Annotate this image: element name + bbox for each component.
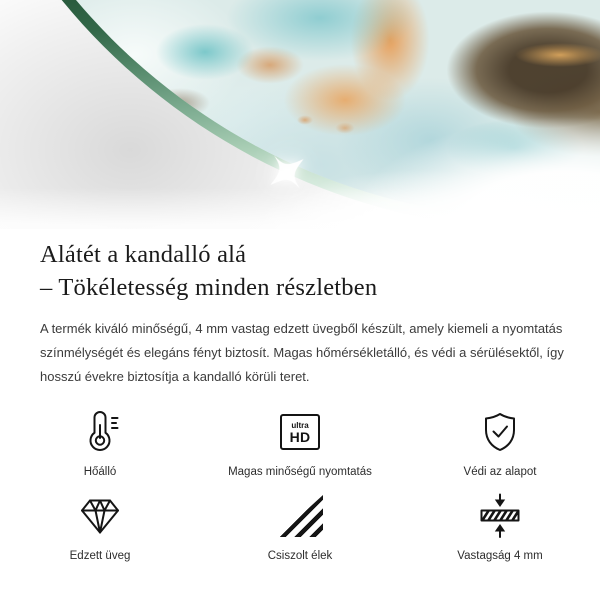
description-line: A termék kiváló minőségű, 4 mm vastag edzett üvegből készült, amely kiemeli a nyomtatás	[40, 321, 563, 336]
ultra-hd-badge	[280, 414, 320, 450]
description-line: színmélységét és elegáns fényt biztosít. Magas hőmérsékletálló, és védi a sérülésektől, így	[40, 345, 564, 360]
feature-label: Vastagság 4 mm	[457, 550, 543, 562]
page-title	[40, 238, 560, 304]
feature-label: Magas minőségű nyomtatás	[228, 466, 372, 478]
diamond-icon	[78, 493, 122, 539]
feature-polished-edges	[200, 493, 400, 563]
feature-label: Edzett üveg	[69, 550, 131, 562]
feature-thickness	[400, 493, 600, 563]
polished-edges-icon	[277, 493, 323, 539]
diagonal-stripes	[277, 495, 323, 537]
features-grid	[0, 409, 600, 563]
thermometer-icon	[78, 409, 122, 455]
ultra-hd-badge-top: ultra	[291, 420, 309, 430]
title-line-1: Alátét a kandalló alá	[40, 241, 247, 268]
feature-floor-protection	[400, 409, 600, 479]
feature-label: Védi az alapot	[463, 466, 537, 478]
feature-label: Csiszolt élek	[267, 550, 333, 562]
shield-check-icon	[478, 409, 522, 455]
description-line: hosszú évekre biztosítja a kandalló körüli teret.	[40, 369, 310, 384]
title-line-2: – Tökéletesség minden részletben	[40, 274, 378, 301]
feature-heat-resistant	[0, 409, 200, 479]
product-description	[40, 317, 564, 389]
feature-label: Hőálló	[83, 466, 117, 478]
thickness-icon	[478, 493, 522, 539]
feature-print-quality	[200, 409, 400, 479]
ultra-hd-icon	[280, 409, 320, 455]
feature-tempered-glass	[0, 493, 200, 563]
product-image	[0, 0, 600, 229]
ultra-hd-badge-bottom: HD	[289, 428, 311, 445]
